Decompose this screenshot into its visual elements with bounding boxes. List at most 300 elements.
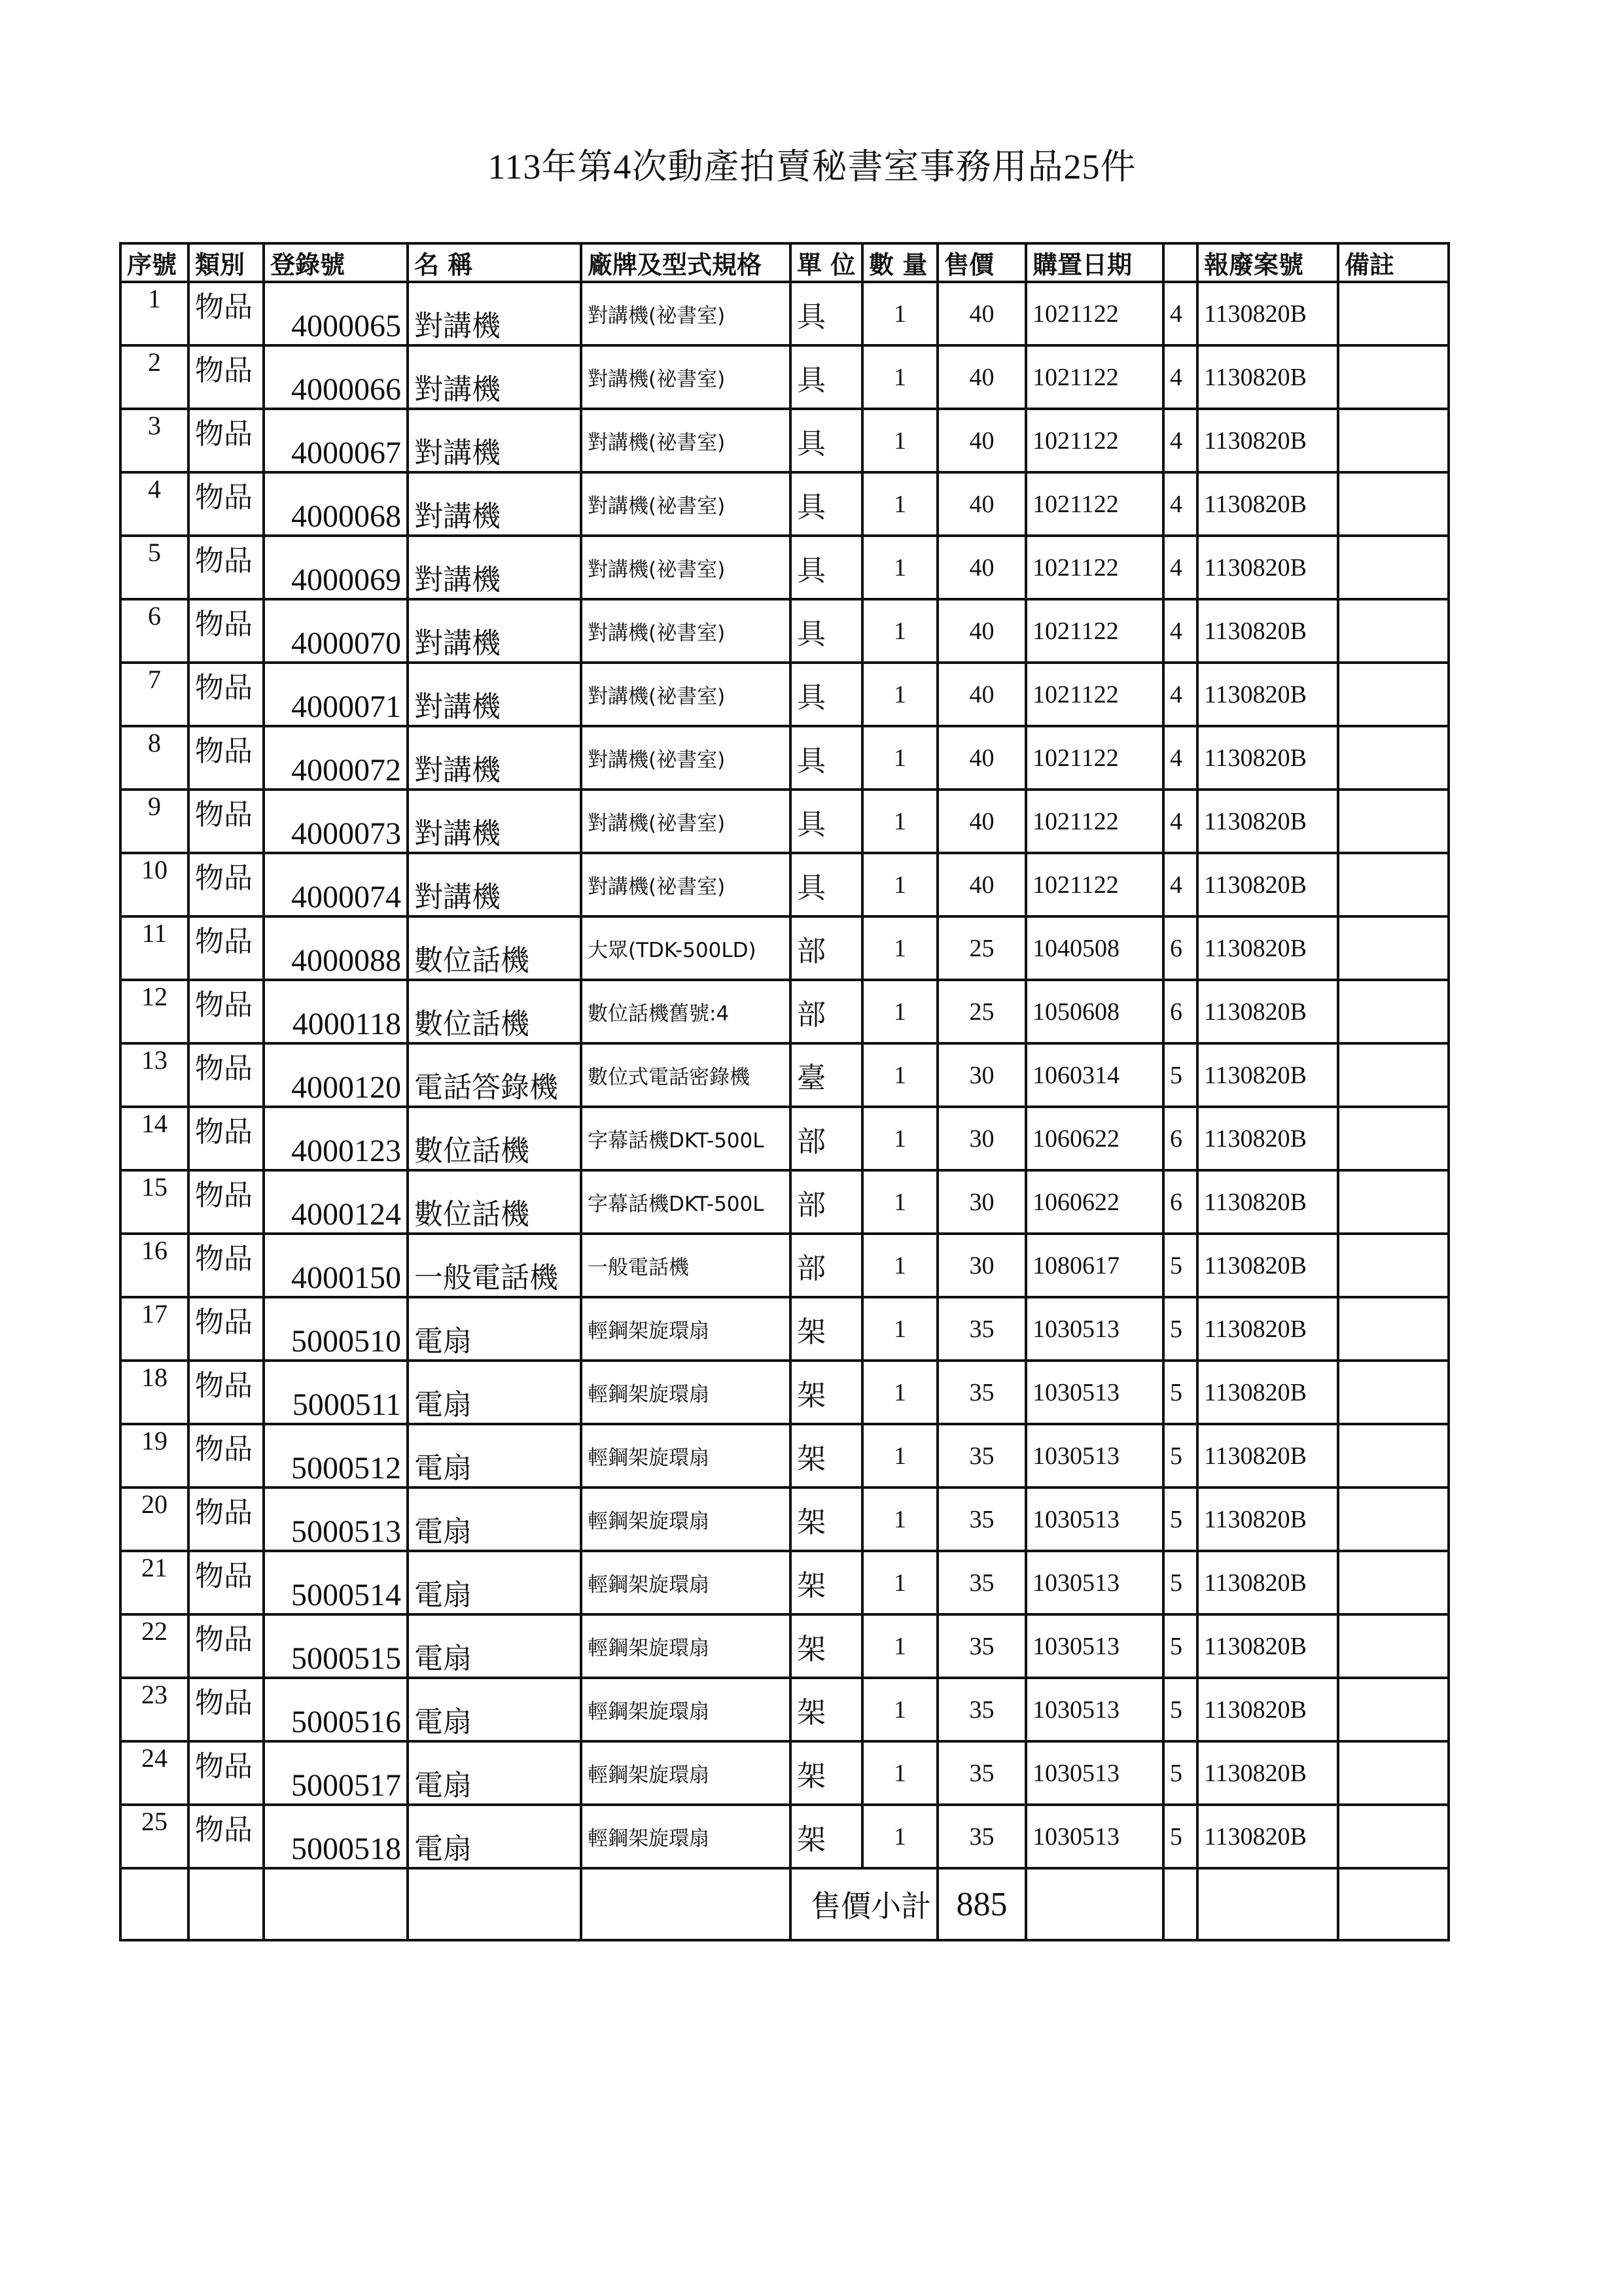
cell-qty: 1 bbox=[862, 345, 938, 409]
cell-reg-no: 4000120 bbox=[264, 1043, 408, 1107]
cell-years: 6 bbox=[1163, 980, 1197, 1043]
cell-years: 6 bbox=[1163, 1170, 1197, 1234]
cell-qty: 1 bbox=[862, 409, 938, 472]
cell-years: 5 bbox=[1163, 1297, 1197, 1361]
cell-qty: 1 bbox=[862, 1741, 938, 1805]
table-row bbox=[120, 409, 1449, 472]
header-name: 名 稱 bbox=[408, 243, 581, 282]
cell-case-no: 1130820B bbox=[1197, 1614, 1338, 1678]
table-row bbox=[120, 1043, 1449, 1107]
cell-seq: 21 bbox=[120, 1551, 188, 1614]
table-row bbox=[120, 1234, 1449, 1297]
cell-name: 電扇 bbox=[408, 1424, 581, 1487]
cell-qty: 1 bbox=[862, 790, 938, 853]
header-price: 售價 bbox=[938, 243, 1026, 282]
subtotal-value: 885 bbox=[938, 1868, 1026, 1940]
cell-price: 35 bbox=[938, 1614, 1026, 1678]
cell-purchase-date: 1021122 bbox=[1026, 663, 1163, 726]
cell-qty: 1 bbox=[862, 1805, 938, 1868]
cell-case-no: 1130820B bbox=[1197, 345, 1338, 409]
cell-note bbox=[1338, 282, 1449, 345]
cell-purchase-date: 1021122 bbox=[1026, 790, 1163, 853]
cell-unit: 架 bbox=[790, 1361, 862, 1424]
header-purchase-date: 購置日期 bbox=[1026, 243, 1163, 282]
cell-price: 40 bbox=[938, 472, 1026, 536]
cell-unit: 架 bbox=[790, 1297, 862, 1361]
cell-name: 電扇 bbox=[408, 1361, 581, 1424]
cell-reg-no: 4000118 bbox=[264, 980, 408, 1043]
cell-qty: 1 bbox=[862, 1107, 938, 1170]
cell-unit: 架 bbox=[790, 1424, 862, 1487]
cell-name: 對講機 bbox=[408, 726, 581, 790]
cell-name: 電話答錄機 bbox=[408, 1043, 581, 1107]
cell-price: 40 bbox=[938, 345, 1026, 409]
header-qty: 數 量 bbox=[862, 243, 938, 282]
cell-seq: 8 bbox=[120, 726, 188, 790]
cell-price: 35 bbox=[938, 1678, 1026, 1741]
cell-years: 5 bbox=[1163, 1043, 1197, 1107]
cell-seq: 6 bbox=[120, 599, 188, 663]
cell-seq: 16 bbox=[120, 1234, 188, 1297]
cell-purchase-date: 1021122 bbox=[1026, 599, 1163, 663]
table-row bbox=[120, 1297, 1449, 1361]
cell-reg-no: 5000517 bbox=[264, 1741, 408, 1805]
cell-spec: 字幕話機DKT-500L bbox=[581, 1170, 790, 1234]
cell-seq: 4 bbox=[120, 472, 188, 536]
cell-purchase-date: 1021122 bbox=[1026, 472, 1163, 536]
cell-seq: 10 bbox=[120, 853, 188, 916]
cell-reg-no: 4000067 bbox=[264, 409, 408, 472]
cell-reg-no: 5000514 bbox=[264, 1551, 408, 1614]
table-row bbox=[120, 1805, 1449, 1868]
cell-note bbox=[1338, 1741, 1449, 1805]
cell-seq: 24 bbox=[120, 1741, 188, 1805]
cell-category: 物品 bbox=[188, 536, 264, 599]
cell-name: 對講機 bbox=[408, 663, 581, 726]
table-row bbox=[120, 472, 1449, 536]
cell-years: 5 bbox=[1163, 1614, 1197, 1678]
cell-spec: 數位式電話密錄機 bbox=[581, 1043, 790, 1107]
cell-category: 物品 bbox=[188, 1297, 264, 1361]
table-row bbox=[120, 599, 1449, 663]
cell-purchase-date: 1030513 bbox=[1026, 1805, 1163, 1868]
header-note: 備註 bbox=[1338, 243, 1449, 282]
cell-reg-no: 5000512 bbox=[264, 1424, 408, 1487]
cell-reg-no: 4000066 bbox=[264, 345, 408, 409]
cell-years: 5 bbox=[1163, 1234, 1197, 1297]
table-row bbox=[120, 916, 1449, 980]
cell-price: 25 bbox=[938, 916, 1026, 980]
cell-case-no: 1130820B bbox=[1197, 663, 1338, 726]
cell-unit: 具 bbox=[790, 790, 862, 853]
cell-reg-no: 5000518 bbox=[264, 1805, 408, 1868]
table-row bbox=[120, 536, 1449, 599]
table-row bbox=[120, 345, 1449, 409]
cell-price: 25 bbox=[938, 980, 1026, 1043]
cell-seq: 17 bbox=[120, 1297, 188, 1361]
table-row bbox=[120, 1487, 1449, 1551]
cell-price: 35 bbox=[938, 1297, 1026, 1361]
cell-note bbox=[1338, 1678, 1449, 1741]
cell-qty: 1 bbox=[862, 1678, 938, 1741]
cell-purchase-date: 1021122 bbox=[1026, 853, 1163, 916]
cell-category: 物品 bbox=[188, 345, 264, 409]
cell-purchase-date: 1060622 bbox=[1026, 1107, 1163, 1170]
cell-qty: 1 bbox=[862, 1170, 938, 1234]
cell-spec: 大眾(TDK-500LD) bbox=[581, 916, 790, 980]
cell-category: 物品 bbox=[188, 409, 264, 472]
cell-qty: 1 bbox=[862, 1487, 938, 1551]
cell-case-no: 1130820B bbox=[1197, 472, 1338, 536]
cell-spec: 輕鋼架旋環扇 bbox=[581, 1678, 790, 1741]
cell-note bbox=[1338, 1551, 1449, 1614]
cell-price: 40 bbox=[938, 536, 1026, 599]
cell-category: 物品 bbox=[188, 1424, 264, 1487]
cell-category: 物品 bbox=[188, 1361, 264, 1424]
cell-seq: 25 bbox=[120, 1805, 188, 1868]
cell-years: 6 bbox=[1163, 916, 1197, 980]
header-reg-no: 登錄號 bbox=[264, 243, 408, 282]
cell-price: 30 bbox=[938, 1170, 1026, 1234]
cell-case-no: 1130820B bbox=[1197, 980, 1338, 1043]
cell-unit: 具 bbox=[790, 663, 862, 726]
cell-note bbox=[1338, 1614, 1449, 1678]
cell-purchase-date: 1080617 bbox=[1026, 1234, 1163, 1297]
cell-price: 35 bbox=[938, 1741, 1026, 1805]
cell-case-no: 1130820B bbox=[1197, 1551, 1338, 1614]
cell-years: 4 bbox=[1163, 536, 1197, 599]
cell-seq: 2 bbox=[120, 345, 188, 409]
cell-name: 數位話機 bbox=[408, 916, 581, 980]
cell-case-no: 1130820B bbox=[1197, 599, 1338, 663]
cell-spec: 對講機(祕書室) bbox=[581, 726, 790, 790]
cell-reg-no: 5000515 bbox=[264, 1614, 408, 1678]
cell-years: 4 bbox=[1163, 790, 1197, 853]
cell-spec: 字幕話機DKT-500L bbox=[581, 1107, 790, 1170]
cell-name: 對講機 bbox=[408, 409, 581, 472]
table-header-row bbox=[120, 243, 1449, 282]
cell-case-no: 1130820B bbox=[1197, 409, 1338, 472]
cell-unit: 部 bbox=[790, 1107, 862, 1170]
cell-price: 40 bbox=[938, 599, 1026, 663]
cell-seq: 12 bbox=[120, 980, 188, 1043]
cell-unit: 架 bbox=[790, 1805, 862, 1868]
cell-category: 物品 bbox=[188, 663, 264, 726]
cell-name: 對講機 bbox=[408, 853, 581, 916]
cell-category: 物品 bbox=[188, 1678, 264, 1741]
cell-unit: 具 bbox=[790, 345, 862, 409]
cell-reg-no: 4000123 bbox=[264, 1107, 408, 1170]
cell-name: 電扇 bbox=[408, 1678, 581, 1741]
cell-note bbox=[1338, 980, 1449, 1043]
table-row bbox=[120, 663, 1449, 726]
cell-qty: 1 bbox=[862, 1234, 938, 1297]
cell-name: 電扇 bbox=[408, 1551, 581, 1614]
cell-spec: 對講機(祕書室) bbox=[581, 853, 790, 916]
cell-unit: 架 bbox=[790, 1551, 862, 1614]
cell-note bbox=[1338, 1234, 1449, 1297]
cell-category: 物品 bbox=[188, 1805, 264, 1868]
cell-spec: 輕鋼架旋環扇 bbox=[581, 1424, 790, 1487]
subtotal-row bbox=[120, 1868, 1449, 1940]
cell-spec: 輕鋼架旋環扇 bbox=[581, 1361, 790, 1424]
cell-unit: 部 bbox=[790, 980, 862, 1043]
cell-qty: 1 bbox=[862, 536, 938, 599]
cell-spec: 輕鋼架旋環扇 bbox=[581, 1487, 790, 1551]
cell-years: 5 bbox=[1163, 1741, 1197, 1805]
cell-price: 40 bbox=[938, 790, 1026, 853]
cell-qty: 1 bbox=[862, 599, 938, 663]
cell-qty: 1 bbox=[862, 980, 938, 1043]
cell-qty: 1 bbox=[862, 282, 938, 345]
cell-note bbox=[1338, 1170, 1449, 1234]
cell-seq: 23 bbox=[120, 1678, 188, 1741]
cell-spec: 輕鋼架旋環扇 bbox=[581, 1614, 790, 1678]
cell-qty: 1 bbox=[862, 1424, 938, 1487]
cell-years: 5 bbox=[1163, 1361, 1197, 1424]
cell-case-no: 1130820B bbox=[1197, 1487, 1338, 1551]
cell-spec: 輕鋼架旋環扇 bbox=[581, 1805, 790, 1868]
cell-purchase-date: 1021122 bbox=[1026, 282, 1163, 345]
cell-note bbox=[1338, 916, 1449, 980]
cell-seq: 13 bbox=[120, 1043, 188, 1107]
cell-note bbox=[1338, 1107, 1449, 1170]
cell-category: 物品 bbox=[188, 726, 264, 790]
cell-years: 5 bbox=[1163, 1678, 1197, 1741]
cell-years: 4 bbox=[1163, 345, 1197, 409]
cell-spec: 輕鋼架旋環扇 bbox=[581, 1297, 790, 1361]
cell-spec: 對講機(祕書室) bbox=[581, 790, 790, 853]
cell-unit: 架 bbox=[790, 1487, 862, 1551]
cell-reg-no: 5000513 bbox=[264, 1487, 408, 1551]
cell-years: 5 bbox=[1163, 1424, 1197, 1487]
cell-note bbox=[1338, 345, 1449, 409]
cell-purchase-date: 1050608 bbox=[1026, 980, 1163, 1043]
cell-price: 40 bbox=[938, 726, 1026, 790]
cell-note bbox=[1338, 790, 1449, 853]
cell-reg-no: 4000074 bbox=[264, 853, 408, 916]
cell-category: 物品 bbox=[188, 1487, 264, 1551]
document-title: 113年第4次動產拍賣秘書室事務用品25件 bbox=[487, 147, 1137, 186]
cell-name: 數位話機 bbox=[408, 980, 581, 1043]
cell-qty: 1 bbox=[862, 726, 938, 790]
cell-case-no: 1130820B bbox=[1197, 536, 1338, 599]
cell-name: 電扇 bbox=[408, 1741, 581, 1805]
cell-name: 電扇 bbox=[408, 1487, 581, 1551]
auction-items-table bbox=[119, 242, 1450, 1941]
cell-spec: 一般電話機 bbox=[581, 1234, 790, 1297]
cell-price: 40 bbox=[938, 853, 1026, 916]
cell-years: 5 bbox=[1163, 1487, 1197, 1551]
cell-spec: 對講機(祕書室) bbox=[581, 472, 790, 536]
cell-reg-no: 4000088 bbox=[264, 916, 408, 980]
table-body bbox=[120, 282, 1449, 1868]
cell-purchase-date: 1030513 bbox=[1026, 1551, 1163, 1614]
cell-purchase-date: 1060314 bbox=[1026, 1043, 1163, 1107]
cell-note bbox=[1338, 472, 1449, 536]
cell-case-no: 1130820B bbox=[1197, 726, 1338, 790]
cell-name: 對講機 bbox=[408, 536, 581, 599]
cell-price: 30 bbox=[938, 1107, 1026, 1170]
cell-purchase-date: 1030513 bbox=[1026, 1361, 1163, 1424]
cell-reg-no: 4000070 bbox=[264, 599, 408, 663]
cell-years: 5 bbox=[1163, 1805, 1197, 1868]
table-row bbox=[120, 790, 1449, 853]
cell-case-no: 1130820B bbox=[1197, 1170, 1338, 1234]
cell-category: 物品 bbox=[188, 1107, 264, 1170]
table-row bbox=[120, 1614, 1449, 1678]
cell-category: 物品 bbox=[188, 980, 264, 1043]
cell-qty: 1 bbox=[862, 1043, 938, 1107]
cell-case-no: 1130820B bbox=[1197, 1741, 1338, 1805]
cell-spec: 對講機(祕書室) bbox=[581, 282, 790, 345]
cell-category: 物品 bbox=[188, 599, 264, 663]
cell-reg-no: 4000124 bbox=[264, 1170, 408, 1234]
cell-price: 30 bbox=[938, 1234, 1026, 1297]
table-row bbox=[120, 1551, 1449, 1614]
cell-category: 物品 bbox=[188, 1614, 264, 1678]
cell-case-no: 1130820B bbox=[1197, 1805, 1338, 1868]
cell-price: 35 bbox=[938, 1487, 1026, 1551]
cell-unit: 部 bbox=[790, 916, 862, 980]
table-row bbox=[120, 282, 1449, 345]
cell-name: 數位話機 bbox=[408, 1170, 581, 1234]
table-row bbox=[120, 1170, 1449, 1234]
cell-purchase-date: 1021122 bbox=[1026, 409, 1163, 472]
cell-case-no: 1130820B bbox=[1197, 282, 1338, 345]
cell-category: 物品 bbox=[188, 472, 264, 536]
cell-seq: 5 bbox=[120, 536, 188, 599]
cell-reg-no: 5000511 bbox=[264, 1361, 408, 1424]
cell-seq: 1 bbox=[120, 282, 188, 345]
cell-price: 35 bbox=[938, 1361, 1026, 1424]
cell-name: 對講機 bbox=[408, 599, 581, 663]
cell-years: 4 bbox=[1163, 726, 1197, 790]
cell-seq: 22 bbox=[120, 1614, 188, 1678]
cell-unit: 具 bbox=[790, 536, 862, 599]
cell-unit: 部 bbox=[790, 1234, 862, 1297]
cell-category: 物品 bbox=[188, 1234, 264, 1297]
cell-unit: 具 bbox=[790, 599, 862, 663]
cell-price: 35 bbox=[938, 1551, 1026, 1614]
cell-name: 數位話機 bbox=[408, 1107, 581, 1170]
cell-note bbox=[1338, 409, 1449, 472]
cell-spec: 輕鋼架旋環扇 bbox=[581, 1551, 790, 1614]
cell-unit: 具 bbox=[790, 853, 862, 916]
cell-purchase-date: 1060622 bbox=[1026, 1170, 1163, 1234]
cell-note bbox=[1338, 1805, 1449, 1868]
cell-purchase-date: 1021122 bbox=[1026, 726, 1163, 790]
cell-note bbox=[1338, 1424, 1449, 1487]
cell-spec: 數位話機舊號:4 bbox=[581, 980, 790, 1043]
cell-note bbox=[1338, 536, 1449, 599]
cell-spec: 對講機(祕書室) bbox=[581, 409, 790, 472]
cell-purchase-date: 1021122 bbox=[1026, 536, 1163, 599]
table-row bbox=[120, 1424, 1449, 1487]
cell-qty: 1 bbox=[862, 472, 938, 536]
cell-reg-no: 4000071 bbox=[264, 663, 408, 726]
cell-unit: 具 bbox=[790, 409, 862, 472]
cell-seq: 14 bbox=[120, 1107, 188, 1170]
cell-name: 對講機 bbox=[408, 282, 581, 345]
cell-reg-no: 5000510 bbox=[264, 1297, 408, 1361]
cell-seq: 11 bbox=[120, 916, 188, 980]
cell-name: 電扇 bbox=[408, 1614, 581, 1678]
cell-spec: 對講機(祕書室) bbox=[581, 599, 790, 663]
cell-purchase-date: 1030513 bbox=[1026, 1741, 1163, 1805]
table-row bbox=[120, 1107, 1449, 1170]
cell-case-no: 1130820B bbox=[1197, 916, 1338, 980]
cell-name: 電扇 bbox=[408, 1297, 581, 1361]
cell-unit: 臺 bbox=[790, 1043, 862, 1107]
cell-note bbox=[1338, 599, 1449, 663]
cell-seq: 7 bbox=[120, 663, 188, 726]
cell-unit: 架 bbox=[790, 1678, 862, 1741]
cell-reg-no: 4000069 bbox=[264, 536, 408, 599]
cell-note bbox=[1338, 1361, 1449, 1424]
cell-years: 4 bbox=[1163, 282, 1197, 345]
cell-price: 35 bbox=[938, 1805, 1026, 1868]
cell-category: 物品 bbox=[188, 1741, 264, 1805]
header-years bbox=[1163, 243, 1197, 282]
cell-years: 4 bbox=[1163, 472, 1197, 536]
table-row bbox=[120, 853, 1449, 916]
cell-note bbox=[1338, 1297, 1449, 1361]
cell-case-no: 1130820B bbox=[1197, 1361, 1338, 1424]
cell-name: 對講機 bbox=[408, 790, 581, 853]
cell-case-no: 1130820B bbox=[1197, 1297, 1338, 1361]
cell-case-no: 1130820B bbox=[1197, 790, 1338, 853]
cell-seq: 15 bbox=[120, 1170, 188, 1234]
cell-seq: 19 bbox=[120, 1424, 188, 1487]
cell-seq: 18 bbox=[120, 1361, 188, 1424]
cell-seq: 3 bbox=[120, 409, 188, 472]
cell-reg-no: 4000072 bbox=[264, 726, 408, 790]
cell-purchase-date: 1021122 bbox=[1026, 345, 1163, 409]
cell-qty: 1 bbox=[862, 916, 938, 980]
cell-name: 電扇 bbox=[408, 1805, 581, 1868]
cell-unit: 具 bbox=[790, 472, 862, 536]
cell-category: 物品 bbox=[188, 1043, 264, 1107]
cell-purchase-date: 1040508 bbox=[1026, 916, 1163, 980]
table-row bbox=[120, 726, 1449, 790]
cell-qty: 1 bbox=[862, 1551, 938, 1614]
cell-reg-no: 4000068 bbox=[264, 472, 408, 536]
cell-qty: 1 bbox=[862, 853, 938, 916]
cell-category: 物品 bbox=[188, 1170, 264, 1234]
cell-qty: 1 bbox=[862, 1361, 938, 1424]
cell-category: 物品 bbox=[188, 790, 264, 853]
cell-spec: 對講機(祕書室) bbox=[581, 345, 790, 409]
cell-purchase-date: 1030513 bbox=[1026, 1424, 1163, 1487]
cell-category: 物品 bbox=[188, 1551, 264, 1614]
cell-case-no: 1130820B bbox=[1197, 1678, 1338, 1741]
cell-seq: 9 bbox=[120, 790, 188, 853]
header-spec: 廠牌及型式規格 bbox=[581, 243, 790, 282]
cell-reg-no: 5000516 bbox=[264, 1678, 408, 1741]
table-row bbox=[120, 980, 1449, 1043]
cell-qty: 1 bbox=[862, 1297, 938, 1361]
cell-name: 一般電話機 bbox=[408, 1234, 581, 1297]
cell-case-no: 1130820B bbox=[1197, 1234, 1338, 1297]
cell-years: 4 bbox=[1163, 853, 1197, 916]
cell-case-no: 1130820B bbox=[1197, 1107, 1338, 1170]
cell-category: 物品 bbox=[188, 916, 264, 980]
cell-price: 40 bbox=[938, 409, 1026, 472]
cell-spec: 輕鋼架旋環扇 bbox=[581, 1741, 790, 1805]
cell-seq: 20 bbox=[120, 1487, 188, 1551]
cell-purchase-date: 1030513 bbox=[1026, 1614, 1163, 1678]
